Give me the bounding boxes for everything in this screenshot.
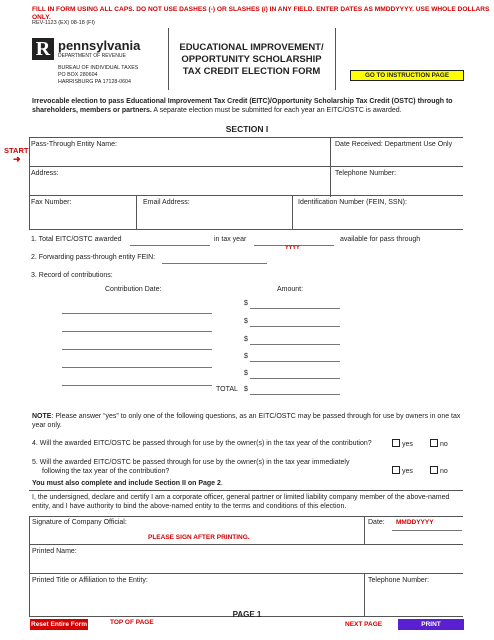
entity-name-label: Pass-Through Entity Name: <box>31 141 117 148</box>
date-field[interactable] <box>392 530 462 531</box>
year-hint: YYYY <box>285 245 300 251</box>
print-button[interactable]: PRINT <box>398 619 464 630</box>
contrib-date-field[interactable] <box>62 349 212 350</box>
fax-field[interactable] <box>31 206 134 227</box>
q4-no-option[interactable] <box>430 439 448 448</box>
email-field[interactable] <box>140 206 290 227</box>
dollar-sign: $ <box>244 386 248 393</box>
agency-address <box>58 65 138 86</box>
entity-name-field[interactable] <box>31 148 328 164</box>
q4-yes-checkbox[interactable] <box>392 439 400 447</box>
page-label: PAGE 1 <box>232 610 262 619</box>
email-label: Email Address: <box>143 199 190 206</box>
telephone2-label: Telephone Number: <box>368 577 430 584</box>
telephone-field[interactable] <box>335 177 461 193</box>
eitc-amount-field[interactable] <box>130 245 210 246</box>
contrib-amount-field[interactable] <box>250 378 340 379</box>
agency-name: pennsylvania <box>58 38 141 53</box>
q5-no-option[interactable] <box>430 466 448 475</box>
printed-name-label: Printed Name: <box>32 548 77 555</box>
contrib-date-field[interactable] <box>62 385 212 386</box>
fax-label: Fax Number: <box>31 199 72 206</box>
line2-label: 2. Forwarding pass-through entity FEIN: <box>31 254 156 261</box>
start-label: START <box>4 146 29 155</box>
top-of-page-button[interactable]: TOP OF PAGE <box>110 619 154 626</box>
intro-rest: A separate election must be submitted for each year an EITC/OSTC is awarded. <box>151 107 402 114</box>
amount-header: Amount: <box>277 286 304 293</box>
contrib-amount-field[interactable] <box>250 344 340 345</box>
q5-yes-checkbox[interactable] <box>392 466 400 474</box>
address-line: PO BOX 280604 <box>58 72 98 78</box>
printed-title-label: Printed Title or Affiliation to the Entity: <box>32 577 148 584</box>
telephone-label: Telephone Number: <box>335 170 397 177</box>
no-label: no <box>439 441 448 448</box>
question-4: 4. Will the awarded EITC/OSTC be passed through for use by the owner(s) in the tax year of the contribution? <box>32 440 372 447</box>
agency-dept: DEPARTMENT OF REVENUE <box>58 53 126 59</box>
intro-text <box>32 97 492 115</box>
id-number-field[interactable] <box>296 206 461 227</box>
reset-form-button[interactable]: Reset Entire Form <box>31 621 87 628</box>
intro-bold: Irrevocable election to pass Educational Improvement Tax Credit (EITC)/Opportunity Scholarship Tax Credit (OSTC) through to shareholders, members or partners. <box>32 98 453 114</box>
id-number-label: Identification Number (FEIN, SSN): <box>298 199 407 206</box>
date-label: Date: <box>368 519 385 526</box>
q4-no-checkbox[interactable] <box>430 439 438 447</box>
address-field[interactable] <box>31 177 328 193</box>
address-line: BUREAU OF INDIVIDUAL TAXES <box>58 65 139 71</box>
dollar-sign: $ <box>244 336 248 343</box>
q5-line: following the tax year of the contribution? <box>42 468 170 475</box>
contrib-amount-field[interactable] <box>250 361 340 362</box>
section2-note <box>32 480 223 487</box>
q5-no-checkbox[interactable] <box>430 466 438 474</box>
date-received-label: Date Received: Department Use Only <box>335 141 453 148</box>
contrib-date-header: Contribution Date: <box>105 286 162 293</box>
signature-label: Signature of Company Official: <box>32 519 127 526</box>
address-line: HARRISBURG PA 17128-0604 <box>58 79 131 85</box>
form-id: REV-1123 (EX) 08-18 (FI) <box>32 20 95 26</box>
title-line: OPPORTUNITY SCHOLARSHIP <box>181 54 322 65</box>
arrow-right-icon: ➜ <box>13 154 21 164</box>
line1-mid: in tax year <box>214 236 247 243</box>
dollar-sign: $ <box>244 318 248 325</box>
contrib-date-field[interactable] <box>62 331 212 332</box>
contrib-date-field[interactable] <box>62 313 212 314</box>
dollar-sign: $ <box>244 353 248 360</box>
total-amount-field[interactable] <box>250 394 340 395</box>
q5-line: 5. Will the awarded EITC/OSTC be passed through for use by the owner(s) in the tax year immediately <box>32 459 350 466</box>
note-bold: NOTE <box>32 413 52 420</box>
line1-prefix: 1. Total EITC/OSTC awarded <box>31 236 122 243</box>
contrib-date-field[interactable] <box>62 367 212 368</box>
title-line: TAX CREDIT ELECTION FORM <box>182 66 321 77</box>
section2-note-period: . <box>220 480 223 487</box>
top-notice: FILL IN FORM USING ALL CAPS. DO NOT USE DASHES (-) OR SLASHES (/) IN ANY FIELD. ENTER DATES AS MMDDYYYY. USE WHOLE DOLLARS ONLY. <box>32 6 490 21</box>
no-label: no <box>439 468 448 475</box>
question-5 <box>32 458 349 476</box>
dollar-sign: $ <box>244 300 248 307</box>
address-label: Address: <box>31 170 59 177</box>
section-title: SECTION I <box>225 124 269 134</box>
certification-text: I, the undersigned, declare and certify I am a corporate officer, general partner or limited liability company member of the above-named entity, and I have authority to bind the above-named entity to the terms and conditions of this election. <box>32 494 450 510</box>
dollar-sign: $ <box>244 370 248 377</box>
contrib-amount-field[interactable] <box>250 308 340 309</box>
printed-name-field[interactable] <box>32 556 460 571</box>
line3-label: 3. Record of contributions: <box>31 272 113 279</box>
line1-suffix: available for pass through <box>340 236 421 243</box>
note-text <box>32 412 472 430</box>
contrib-amount-field[interactable] <box>250 326 340 327</box>
go-to-instruction-button[interactable]: GO TO INSTRUCTION PAGE <box>350 70 464 81</box>
next-page-button[interactable]: NEXT PAGE <box>345 621 383 628</box>
title-line: EDUCATIONAL IMPROVEMENT/ <box>179 42 324 53</box>
date-hint: MMDDYYYY <box>396 519 434 526</box>
section2-note-bold: You must also complete and include Section II on Page 2 <box>32 480 221 487</box>
sign-after-printing: PLEASE SIGN AFTER PRINTING. <box>148 534 250 541</box>
note-body: : Please answer “yes” to only one of the following questions, as an EITC/OSTC may be passed through for use by owners in one tax year only. <box>32 413 461 429</box>
yes-label: yes <box>401 441 413 448</box>
fein-field[interactable] <box>162 263 267 264</box>
form-title <box>168 42 335 78</box>
q4-yes-option[interactable] <box>392 439 413 448</box>
keystone-logo: R <box>32 38 54 60</box>
total-label: TOTAL <box>216 386 238 393</box>
yes-label: yes <box>401 468 413 475</box>
q5-yes-option[interactable] <box>392 466 413 475</box>
